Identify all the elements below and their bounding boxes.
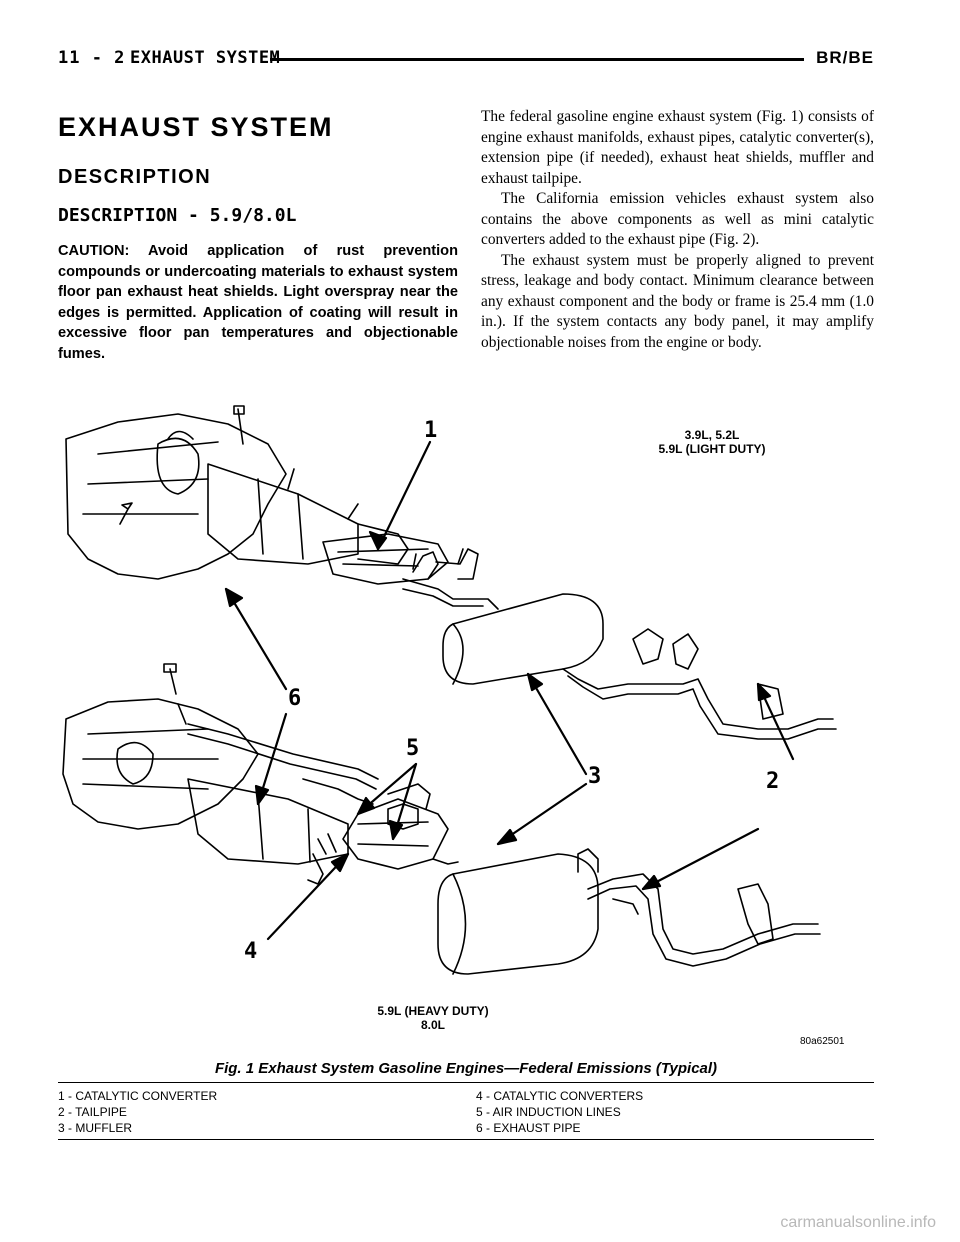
page-number: 11 - 2 [58,48,126,68]
caution-note: CAUTION: Avoid application of rust prevention compounds or undercoating materials to exhaust system floor pan exhaust heat shields. Light overspray near the edges is permitted. Application of coating will result in excessive floor pan temperatures and objectionable fumes. [58,243,458,362]
bottom-engine-label [358,1004,508,1032]
legend-item: 2 - TAILPIPE [58,1105,127,1119]
watermark: carmanualsonline.info [780,1214,936,1231]
legend-item: 1 - CATALYTIC CONVERTER [58,1089,218,1103]
label-line: 5.9L (LIGHT DUTY) [658,442,766,456]
callout-4: 4 [244,939,258,964]
callout-1: 1 [424,418,438,443]
label-line: 8.0L [420,1018,445,1032]
paragraph: The California emission vehicles exhaust system also contains the above components as well as mini catalytic converters added to the exhaust pipe (Fig. 2). [481,190,874,248]
legend-item: 6 - EXHAUST PIPE [476,1121,581,1135]
page-title: EXHAUST SYSTEM [58,112,334,142]
label-line: 5.9L (HEAVY DUTY) [377,1004,489,1018]
paragraph: The federal gasoline engine exhaust system (Fig. 1) consists of engine exhaust manifolds, exhaust pipes, catalytic converter(s), extension pipe (if needed), exhaust heat shields, muffler and exhaust tailpipe. [481,108,874,187]
subsection-heading: DESCRIPTION - 5.9/8.0L [58,205,297,226]
model-code: BR/BE [816,48,874,67]
section-heading: DESCRIPTION [58,166,212,188]
legend-item: 3 - MUFFLER [58,1121,133,1135]
figure-id: 80a62501 [800,1036,845,1047]
section-title: EXHAUST SYSTEM [130,48,281,68]
legend-item: 5 - AIR INDUCTION LINES [476,1105,621,1119]
page-header [58,48,874,74]
caption-rule [58,1082,874,1083]
legend-column-right [476,1088,643,1136]
legend-bottom-rule [58,1139,874,1140]
callout-5: 5 [406,736,420,761]
top-engine-label [632,428,792,456]
bottom-exhaust-assembly [63,664,820,974]
legend-column-left [58,1088,217,1136]
callout-6: 6 [288,686,302,711]
label-line: 3.9L, 5.2L [684,428,740,442]
callout-3: 3 [588,764,602,789]
exhaust-illustration [58,384,874,1054]
legend-item: 4 - CATALYTIC CONVERTERS [476,1089,644,1103]
header-rule [270,58,804,61]
callout-leaders [226,442,793,939]
callout-2: 2 [766,769,780,794]
exhaust-system-figure [58,384,874,1054]
paragraph: The exhaust system must be properly aligned to prevent stress, leakage and body contact. Minimum clearance between any exhaust component and the body or frame is 25.4 mm (1.0 in.). If the system contacts any body panel, it may amplify objectionable noises from the engine or body. [481,251,874,351]
figure-caption: Fig. 1 Exhaust System Gasoline Engines—Federal Emissions (Typical) [214,1060,718,1077]
body-text [481,107,874,353]
